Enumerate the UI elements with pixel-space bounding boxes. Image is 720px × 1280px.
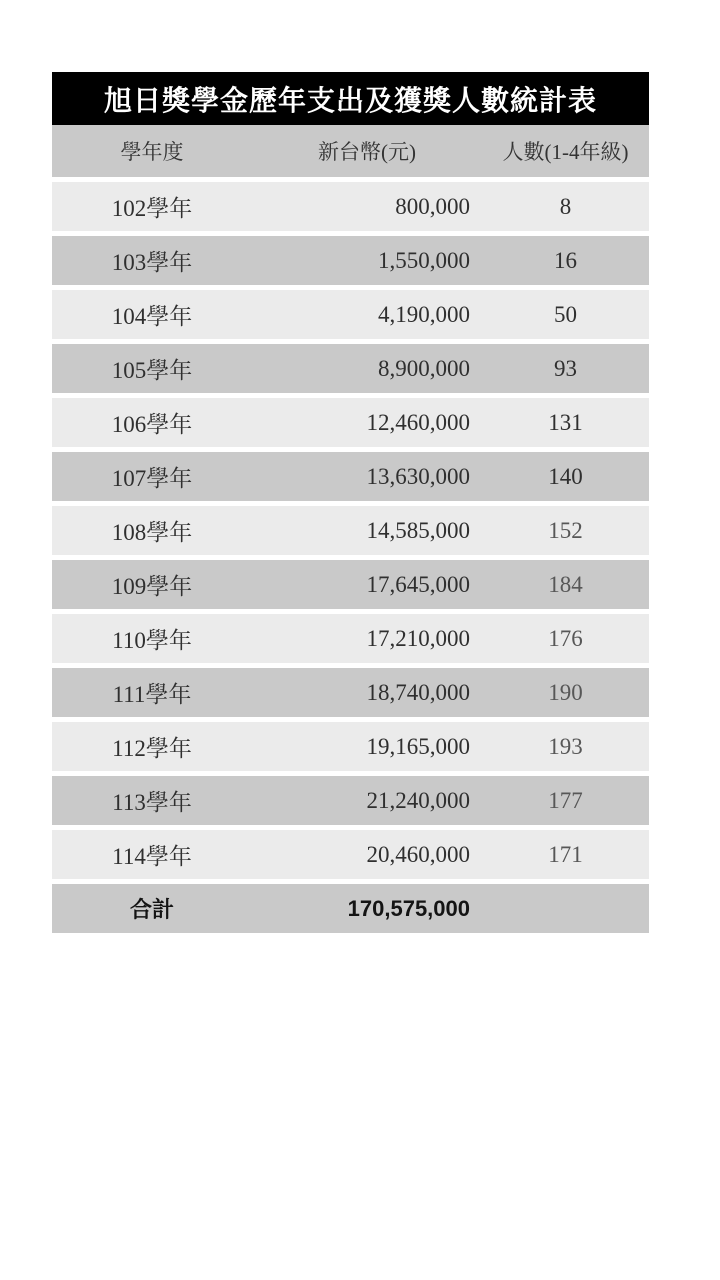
table-row [52, 668, 649, 717]
count-cell: 140 [548, 463, 583, 489]
amount-cell: 14,585,000 [366, 517, 470, 543]
table-row [52, 614, 649, 663]
table-row [52, 452, 649, 501]
table-row [52, 776, 649, 825]
count-cell: 8 [559, 193, 572, 219]
amount-cell: 18,740,000 [366, 679, 470, 705]
amount-cell: 8,900,000 [378, 355, 470, 381]
table-row [52, 344, 649, 393]
amount-cell: 4,190,000 [378, 301, 470, 327]
column-header-amount: 新台幣(元) [318, 140, 416, 164]
amount-cell: 21,240,000 [366, 787, 470, 813]
year-cell: 103學年 [111, 250, 193, 275]
year-cell: 105學年 [111, 358, 193, 383]
table-header-row [52, 125, 649, 177]
table-row [52, 830, 649, 879]
count-cell: 171 [548, 841, 583, 867]
year-cell: 110學年 [112, 628, 192, 653]
amount-cell: 1,550,000 [378, 247, 470, 273]
column-header-year: 學年度 [120, 140, 184, 164]
year-cell: 113學年 [112, 790, 192, 815]
amount-cell: 17,645,000 [366, 571, 470, 597]
table-title: 旭日獎學金歷年支出及獲獎人數統計表 [103, 84, 597, 116]
amount-cell: 17,210,000 [366, 625, 470, 651]
count-cell: 177 [548, 787, 583, 813]
count-cell: 131 [548, 409, 583, 435]
amount-cell: 12,460,000 [366, 409, 470, 435]
year-cell: 114學年 [112, 844, 192, 869]
table-row [52, 290, 649, 339]
table-row [52, 236, 649, 285]
amount-cell: 20,460,000 [366, 841, 470, 867]
total-amount-cell: 170,575,000 [347, 895, 470, 921]
table-total-row [52, 884, 649, 933]
year-cell: 104學年 [111, 304, 193, 329]
year-cell: 111學年 [112, 682, 192, 707]
year-cell: 106學年 [111, 412, 193, 437]
count-cell: 193 [548, 733, 583, 759]
count-cell: 16 [554, 247, 577, 273]
total-label: 合計 [129, 897, 174, 922]
count-cell: 152 [548, 517, 583, 543]
amount-cell: 800,000 [395, 193, 470, 219]
year-cell: 102學年 [111, 196, 193, 221]
amount-cell: 19,165,000 [366, 733, 470, 759]
scholarship-stats-table [52, 72, 649, 933]
count-cell: 184 [548, 571, 583, 597]
year-cell: 108學年 [111, 520, 193, 545]
table-row [52, 182, 649, 231]
year-cell: 107學年 [111, 466, 193, 491]
table-row [52, 560, 649, 609]
table-title-bar [52, 72, 649, 125]
count-cell: 176 [548, 625, 583, 651]
table-row [52, 506, 649, 555]
table-row [52, 398, 649, 447]
year-cell: 112學年 [112, 736, 192, 761]
year-cell: 109學年 [111, 574, 193, 599]
count-cell: 190 [548, 679, 583, 705]
column-header-count: 人數(1-4年級) [502, 140, 629, 164]
amount-cell: 13,630,000 [366, 463, 470, 489]
table-row [52, 722, 649, 771]
count-cell: 93 [554, 355, 577, 381]
count-cell: 50 [554, 301, 577, 327]
